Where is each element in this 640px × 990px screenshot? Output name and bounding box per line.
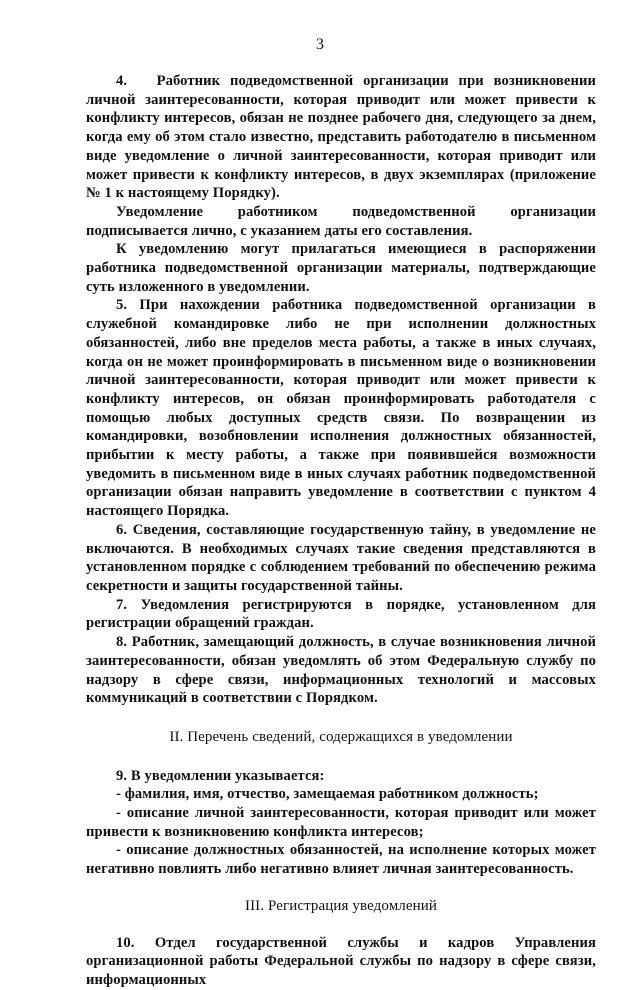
document-body — [86, 72, 596, 990]
paragraph-9-intro: 9. В уведомлении указывается: — [116, 767, 325, 784]
section-heading-2: II. Перечень сведений, содержащихся в уведомлении — [169, 728, 513, 745]
paragraph-5: 5. При нахождении работника подведомственной организации в служебной командировке либо не при исполнении должностных обязанностей, либо вне пределов места работы, а также в иных случаях, когда он не может проинформировать в письменном виде о возникновении личной заинтересованности, которая приводит или может привести к конфликту интересов, он обязан проинформировать работодателя с помощью любых доступных средств связи. По возвращении из командировки, возобновлении исполнения должностных обязанностей, прибытии к месту работы, а также при появившейся возможности уведомить в письменном виде в иных случаях работник подведомственной организации обязан направить уведомление в соответствии с пунктом 4 настоящего Порядка. — [86, 297, 596, 520]
paragraph-4: 4. Работник подведомственной организации при возникновении личной заинтересованности, которая приводит или может привести к конфликту интересов, обязан не позднее рабочего дня, следующего за днем, когда ему об этом стало известно, представить работодателю в письменном виде уведомление о личной заинтересованности, которая приводит или может привести к конфликту интересов, в двух экземплярах (приложение № 1 к настоящему Порядку). — [86, 73, 596, 202]
list-item: - фамилия, имя, отчество, замещаемая работником должность; — [116, 786, 539, 803]
paragraph-signature: Уведомление работником подведомственной организации подписывается лично, с указанием даты его составления. — [86, 203, 596, 239]
paragraph-10: 10. Отдел государственной службы и кадров Управления организационной работы Федеральной службы по надзору в сфере связи, информационных — [86, 934, 596, 988]
paragraph-7: 7. Уведомления регистрируются в порядке, установленном для регистрации обращений граждан. — [86, 596, 596, 632]
paragraph-6: 6. Сведения, составляющие государственную тайну, в уведомление не включаются. В необходимых случаях такие сведения представляются в установленном порядке с соблюдением требований по обеспечению режима секретности и защиты государственной тайны. — [86, 521, 596, 594]
paragraph-attachments: К уведомлению могут прилагаться имеющиеся в распоряжении работника подведомственной организации материалы, подтверждающие суть изложенного в уведомлении. — [86, 241, 596, 295]
page-number: 3 — [316, 36, 324, 53]
list-item: - описание личной заинтересованности, которая приводит или может привести к возникновению конфликта интересов; — [86, 805, 596, 840]
list-item: - описание должностных обязанностей, на исполнение которых может негативно повлиять либо негативно влияет личная заинтересованность. — [86, 842, 596, 878]
section-heading-3: III. Регистрация уведомлений — [244, 897, 438, 914]
paragraph-8: 8. Работник, замещающий должность, в случае возникновения личной заинтересованности, обязан уведомлять об этом Федеральную службу по надзору в сфере связи, информационных технологий и массовых коммуникаций в соответствии с Порядком. — [86, 634, 596, 707]
